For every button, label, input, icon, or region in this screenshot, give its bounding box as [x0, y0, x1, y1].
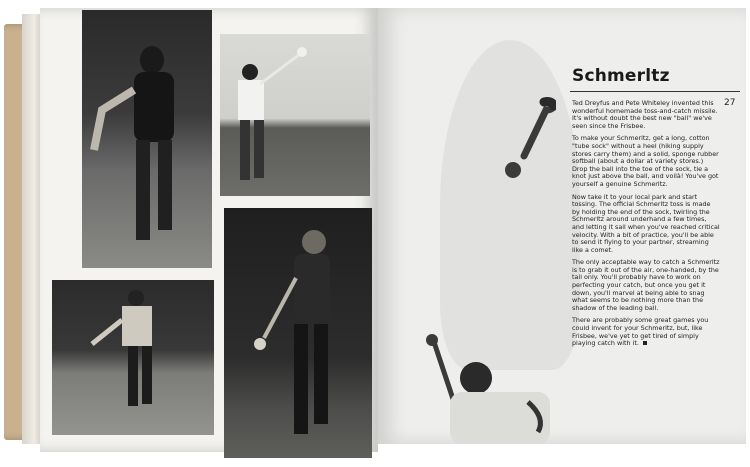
paragraph-1: Ted Dreyfus and Pete Whiteley invented this wonderful homemade toss-and-catch missile. It's without doubt the best new "ball" we've seen since the Frisbee. [572, 99, 718, 130]
schmerltz-sock-illustration [500, 96, 556, 184]
photo-man-swinging-sock [82, 10, 212, 268]
paragraph-3: Now take it to your local park and start tossing. The official Schmerltz toss is made by holding the end of the sock, twirling the Schmerltz around underhand a few times, and letting it sail when you've reached critical velocity. With a bit of practice, you'll be able to send it flying to your partner, streaming like a comet. [572, 192, 720, 254]
page-number: 27 [724, 98, 736, 108]
article-body [572, 100, 720, 353]
end-of-article-mark [643, 341, 647, 345]
paragraph-5: There are probably some great games you could invent for your Schmerltz, but, like Frisbee, we've yet to get tired of simply playing catch with it. [572, 316, 709, 348]
faded-figure-background [440, 40, 580, 370]
paragraph-2: To make your Schmerltz, get a long, cotton "tube sock" without a heel (hiking supply stores carry them) and a solid, sponge rubber softball (about a dollar at variety stores.) Drop the ball into the toe of the sock, tie a knot just above the ball, and voilà! You've got yourself a genuine Schmerltz. [572, 134, 719, 188]
photo-man-catching [410, 332, 558, 444]
photo-man-winding-up [224, 208, 372, 458]
paragraph-5-container [572, 317, 720, 347]
photo-man-tossing [220, 34, 370, 196]
photo-man-throwing-underhand [52, 280, 214, 435]
article-title: Schmerltz [572, 66, 670, 86]
title-rule [570, 91, 740, 92]
paragraph-4: The only acceptable way to catch a Schmerltz is to grab it out of the air, one-handed, by the tail only. You'll probably have to work on perfecting your catch, but once you get it down, you'll marvel at being able to snag what seems to be nothing more than the shadow of the leading ball. [572, 258, 720, 312]
